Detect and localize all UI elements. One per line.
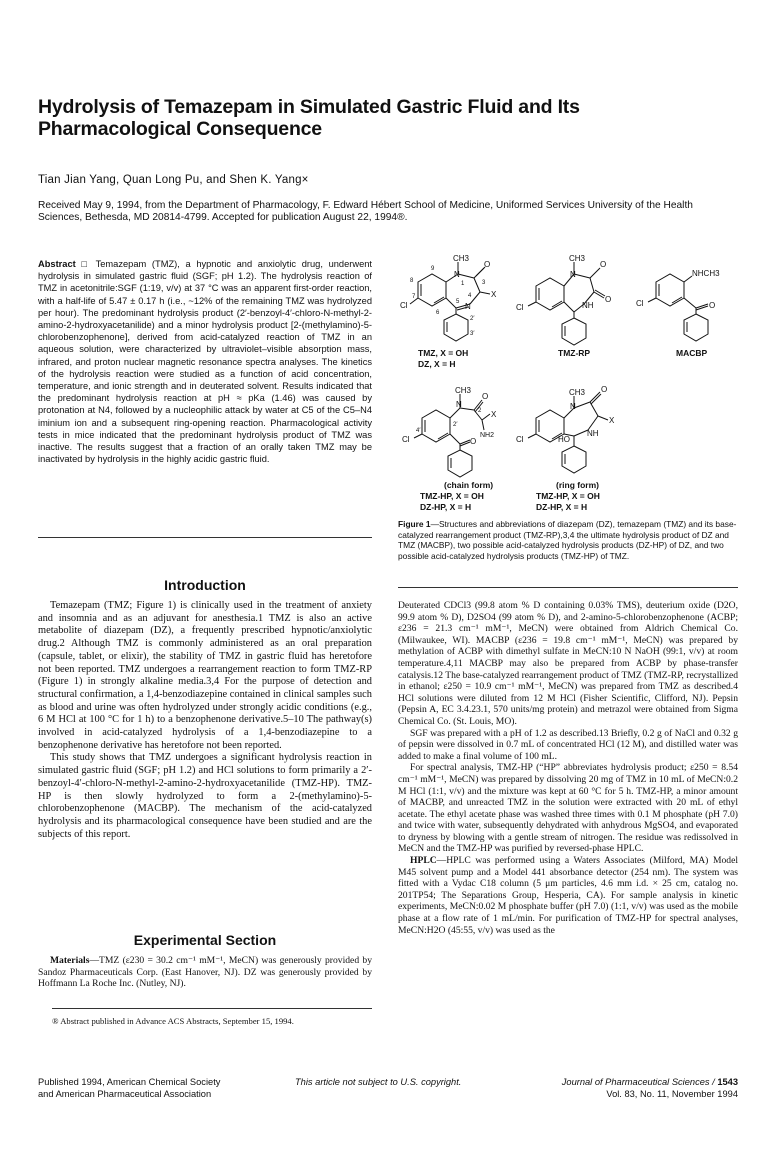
introduction-body xyxy=(38,600,372,841)
ring-ch3: CH3 xyxy=(569,388,586,397)
introduction-heading: Introduction xyxy=(164,577,246,593)
abstract xyxy=(38,258,372,465)
abstract-rule xyxy=(38,537,372,538)
tmz-x: X xyxy=(491,290,497,299)
ring-nh: NH xyxy=(587,429,599,438)
label-chain-tmz-hp: TMZ-HP, X = OH xyxy=(420,491,484,501)
macbp-cl: Cl xyxy=(636,299,644,308)
chain-n: N xyxy=(456,400,462,409)
reagents-paragraph: Deuterated CDCl3 (99.8 atom % D containing 0.03% TMS), deuterium oxide (D2O, 99.9 atom % D), D2SO4 (99 atom % D), and 2-amino-5-chlorobenzophenone (ACBP; ε236 = 21.3 cm⁻¹ mM⁻¹, MeCN) were obtained from Aldrich Chemical Co. (Milwaukee, WI). MACBP (ε236 = 19.8 cm⁻¹ mM⁻¹, MeCN) was prepared by methylation of ACBP with dimethyl sulfate in MeCN:10 N NaOH (99:1, v/v) at room temperature.4,11 MACBP may also be prepared from ACBP by phase-transfer catalysis.12 The base-catalyzed rearrangement product of TMZ (TMZ-RP, recrystallized in ethanol; ε250 = 10.9 cm⁻¹ mM⁻¹, MeCN) was prepared from TMZ as described.4 HCl solutions were diluted from 12 M HCl (Fisher Scientific, Clifford, NJ). Pepsin (Pepsin A, EC 3.4.23.1, 570 units/mg protein) and metrazol were obtained from Sigma Chemical Co. (St. Louis, MO). xyxy=(398,600,738,727)
spectral-paragraph: For spectral analysis, TMZ-HP (“HP” abbreviates hydrolysis product; ε250 = 8.54 cm⁻¹ mM⁻¹, MeCN) was prepared by dissolving 20 mg of TMZ in 10 mL of MeCN:0.2 M HCl (1:1, v/v) and the mixture was kept at 60 °C for 5 h. TMZ-HP, a minor amount of MACBP, and unreacted TMZ in the solution were extracted with 20 mL of ethyl acetate. The ethyl acetate phase was washed three times with 0.1 M phosphate (pH 7.0) and twice with water, subsequently dehydrated with anhydrous MgSO4, and evaporated to dryness by blowing with a gentle stream of nitrogen. The residue was redissolved in MeCN and the TMZ-HP was purified by reversed-phase HPLC. xyxy=(398,762,738,855)
ring-o: O xyxy=(601,385,608,394)
ring-cl: Cl xyxy=(516,435,524,444)
footer-left-line-2: and American Pharmaceutical Association xyxy=(38,1088,212,1099)
label-ring-tmz-hp: TMZ-HP, X = OH xyxy=(536,491,600,501)
label-tmz-rp: TMZ-RP xyxy=(558,348,591,358)
chain-o1: O xyxy=(482,392,489,401)
tmz-n1: N xyxy=(454,270,460,279)
figure-rule xyxy=(398,587,738,588)
macbp-o: O xyxy=(709,301,716,310)
tmz-num-3p: 3′ xyxy=(470,331,475,337)
figure-caption xyxy=(398,519,738,561)
article-title: Hydrolysis of Temazepam in Simulated Gastric Fluid and Its Pharmacological Consequence xyxy=(38,96,580,140)
label-dz: DZ, X = H xyxy=(418,359,456,369)
chain-num-4p: 4′ xyxy=(416,428,421,434)
ring-n: N xyxy=(570,402,576,411)
footer-publisher xyxy=(38,1077,220,1100)
materials-label: Materials xyxy=(50,955,90,966)
chain-o2: O xyxy=(470,437,477,446)
abstract-label: Abstract □ xyxy=(38,259,91,269)
tmz-num-7: 7 xyxy=(412,294,416,300)
tmz-num-6: 6 xyxy=(436,310,440,316)
hplc-label: HPLC xyxy=(410,855,437,867)
tmz-ch3: CH3 xyxy=(453,254,470,263)
chain-ch3: CH3 xyxy=(455,386,472,395)
abstract-text: Temazepam (TMZ), a hypnotic and anxiolytic drug, underwent hydrolysis in simulated gastric fluid (SGF; pH 1.2). The hydrolysis reaction of TMZ in acetonitrile:SGF (1:19, v/v) at 37 °C was an apparent first-order reaction, with a half-life of 5.47 ± 0.17 h (i.e., ~12% of the remaining TMZ was hydrolyzed per hour). The predominant hydrolysis product (2′-benzoyl-4′-chloro-N-methyl-2-amino-2-hydroxyacetanilide) and a minor hydrolysis product [2-(methylamino)-5-chlorobenzophenone], derived from acid-catalyzed reaction of TMZ in an aqueous solution, were characterized by ultraviolet–visible absorption mass, infrared, and proton nuclear magnetic resonance spectra analyses. The kinetics of the hydrolysis reaction were studied as a function of acid concentration, temperature, and ionic strength and in deuterated solvent. Results indicated that the predominant hydrolysis reaction at pH ≈ pKa (1.46) was caused by protonation at N4, followed by a nucleophilic attack by water at C5 of the C5–N4 iminium ion and a subsequent ring-opening reaction. Pharmacological activity tests in mice indicated that the predominant hydrolysis product of TMZ was inactive. The results suggest that a fraction of an orally taken TMZ may be inactivated by hydrolysis in the highly acidic gastric fluid. xyxy=(38,259,372,465)
label-chain-dz-hp: DZ-HP, X = H xyxy=(420,502,472,512)
label-chain-form: (chain form) xyxy=(444,480,494,490)
figure-caption-text: —Structures and abbreviations of diazepam (DZ), temazepam (TMZ) and its base-catalyzed rearrangement product (TMZ-RP),3,4 the ultimate hydrolysis product of DZ and TMZ (MACBP), two possible acid-catalyzed hydrolysis products (DZ-HP) of DZ, and two possible acid-catalyzed hydrolysis products (TMZ-HP) of TMZ. xyxy=(398,519,737,561)
footer-copyright-note: This article not subject to U.S. copyright. xyxy=(295,1077,462,1087)
intro-paragraph-2: This study shows that TMZ undergoes a significant hydrolysis reaction in simulated gastric fluid (SGF; pH 1.2) and HCl solutions to form primarily a 2′-benzoyl-4′-chloro-N-methyl-2-amino-2-hydroxyacetanilide (TMZ-HP). TMZ-HP is then slowly hydrolyzed to form a 2-(methylamino)-5-chlorobenzophenone (MACBP). The mechanism of the acid-catalyzed hydrolysis and its pharmacological consequence have been studied and are the subjects of this report. xyxy=(38,752,372,840)
experimental-heading: Experimental Section xyxy=(133,932,277,948)
footer-journal xyxy=(540,1077,738,1100)
footnote: ® Abstract published in Advance ACS Abstracts, September 15, 1994. xyxy=(52,1016,294,1026)
footer-journal-name: Journal of Pharmaceutical Sciences / xyxy=(561,1077,715,1087)
tmz-n4: N xyxy=(465,302,471,311)
received-line: Received May 9, 1994, from the Department of Pharmacology, F. Edward Hébert School of Medicine, Uniformed Services University of the Health Sciences, Bethesda, MD 20814-4799. Accepted for publication August 22, 1994®. xyxy=(38,200,693,224)
rp-ch3: CH3 xyxy=(569,254,586,263)
ring-x: X xyxy=(609,416,615,425)
footer-volume: Vol. 83, No. 11, November 1994 xyxy=(606,1088,738,1099)
rp-o2: O xyxy=(605,295,612,304)
figure-1 xyxy=(398,252,738,514)
structure-chain-form xyxy=(414,394,490,477)
chain-nh2: NH2 xyxy=(480,432,495,439)
rp-o1: O xyxy=(600,260,607,269)
tmz-o: O xyxy=(484,260,491,269)
intro-paragraph-1: Temazepam (TMZ; Figure 1) is clinically used in the treatment of anxiety and insomnia and as an adjuvant for anesthesia.1 TMZ is also an active metabolite of diazepam (DZ), a frequently prescribed hypnotic/anxiolytic drug.2 Although TMZ is commonly administered as an oral preparation (capsule, tablet, or elixir), the stability of TMZ in gastric fluid has heretofore not been reported. TMZ undergoes a rearrangement reaction to form TMZ-RP (Figure 1) in strongly alkaline media.3,4 For the purpose of detection and structural confirmation, a 1,4-benzodiazepine contained in clinical samples such as blood and urine was often hydrolyzed under strongly acidic conditions (e.g., 6 M HCl at 100 °C for 1 h) to a benzophenone derivative.5–10 The pathway(s) involved in acid-catalyzed hydrolysis of a 1,4-benzodiazepine to a benzophenone derivative has heretofore not been reported. xyxy=(38,600,372,751)
materials-paragraph xyxy=(38,955,372,990)
tmz-num-9: 9 xyxy=(431,266,435,272)
rp-cl: Cl xyxy=(516,303,524,312)
tmz-num-5: 5 xyxy=(456,299,460,305)
hplc-text: —HPLC was performed using a Waters Associates (Milford, MA) Model M45 solvent pump and a Model 441 absorbance detector (254 nm). The system was fitted with a Vydac C18 column (5 μm particles, 4.6 mm i.d. × 25 cm, catalog no. 201TP54; The Separations Group, Hesperia, CA). For sample analysis in kinetic experiments, MeCN:0.02 M phosphate buffer (pH 7.0) (1:1, v/v) was used as the mobile phase at a flow rate of 1 mL/min. For purification of TMZ-HP for spectral analyses, MeCN:H2O (45:55, v/v) was used as the xyxy=(398,855,738,936)
tmz-num-1: 1 xyxy=(461,281,465,287)
chemical-structures-svg xyxy=(398,252,738,514)
chain-x: X xyxy=(491,410,497,419)
tmz-num-2p: 2′ xyxy=(470,316,475,322)
rp-nh: NH xyxy=(582,301,594,310)
label-tmz: TMZ, X = OH xyxy=(418,348,469,358)
tmz-num-8: 8 xyxy=(410,278,414,284)
figure-caption-label: Figure 1 xyxy=(398,519,431,529)
authors: Tian Jian Yang, Quan Long Pu, and Shen K. Yang× xyxy=(38,174,309,186)
sgf-paragraph: SGF was prepared with a pH of 1.2 as described.13 Briefly, 0.2 g of NaCl and 0.32 g of pepsin were dissolved in 0.7 mL of concentrated HCl (12 M), and distilled water was added to make a final volume of 100 mL. xyxy=(398,727,738,762)
right-column-body xyxy=(398,600,738,936)
structure-macbp xyxy=(648,274,708,341)
chain-num-2: 2 xyxy=(478,408,482,414)
ring-ho: HO xyxy=(558,435,570,444)
tmz-num-3: 3 xyxy=(482,280,486,286)
footnote-rule xyxy=(52,1008,372,1009)
chain-num-2p: 2′ xyxy=(453,422,458,428)
rp-n: N xyxy=(570,270,576,279)
tmz-cl: Cl xyxy=(400,301,408,310)
structure-tmz-dz xyxy=(410,262,490,341)
macbp-nhch3: NHCH3 xyxy=(692,269,720,278)
label-ring-dz-hp: DZ-HP, X = H xyxy=(536,502,588,512)
chain-cl: Cl xyxy=(402,435,410,444)
tmz-num-4: 4 xyxy=(468,293,472,299)
footer-left-line-1: Published 1994, American Chemical Society xyxy=(38,1077,221,1087)
label-ring-form: (ring form) xyxy=(556,480,599,490)
page-number: 1543 xyxy=(717,1077,738,1087)
label-macbp: MACBP xyxy=(676,348,708,358)
materials-text: —TMZ (ε230 = 30.2 cm⁻¹ mM⁻¹, MeCN) was generously provided by Sandoz Pharmaceuticals Corp. (East Hanover, NJ). DZ was generously provided by Hoffmann La Roche Inc. (Nutley, NJ). xyxy=(38,955,372,990)
